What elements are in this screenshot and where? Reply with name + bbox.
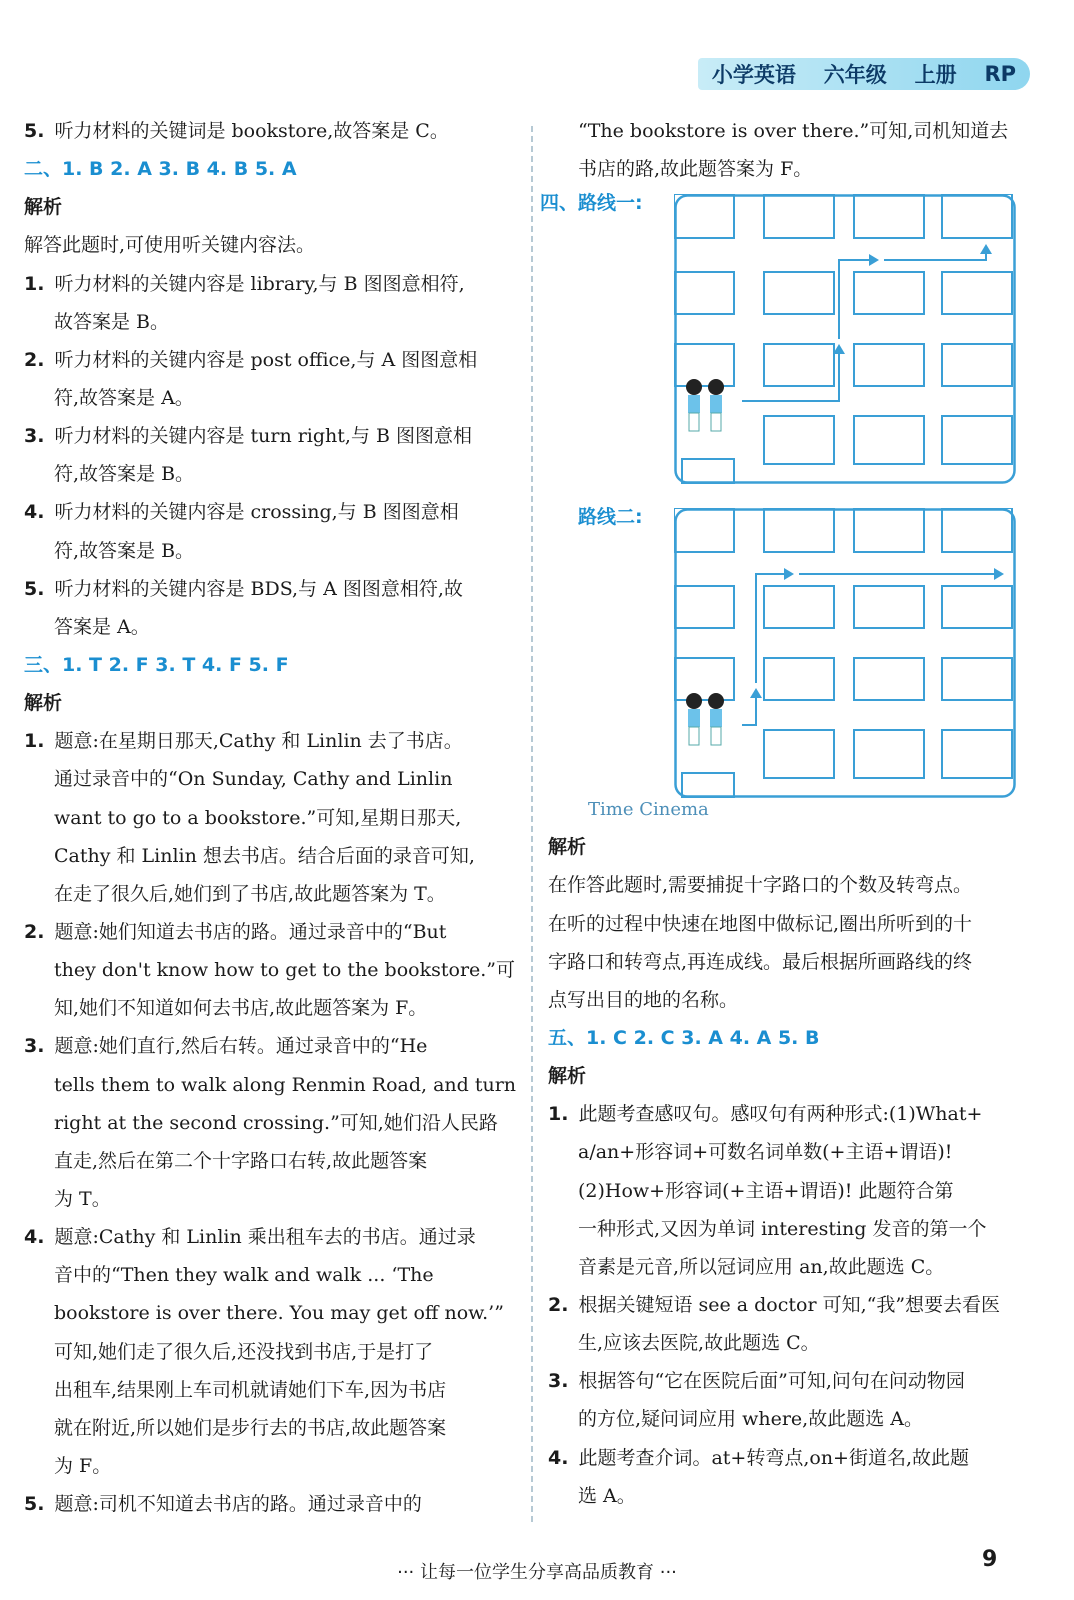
text-line <box>24 1409 516 1447</box>
line-text: (2)How+形容词(+主语+谓语)! 此题符合第 <box>578 1179 954 1202</box>
text-line <box>24 493 516 531</box>
answer-key: 三、1. T 2. F 3. T 4. F 5. F <box>24 653 289 676</box>
text-line <box>24 1180 516 1218</box>
item-number: 2. <box>24 920 45 943</box>
analysis-heading: 解析 <box>548 836 587 859</box>
child-body-icon <box>688 709 700 727</box>
text-line <box>548 1477 1036 1515</box>
text-line <box>548 1019 1036 1057</box>
child-head-icon <box>686 693 702 709</box>
child-body-icon <box>710 709 722 727</box>
cinema-label: Time Cinema <box>588 799 709 821</box>
text-line <box>24 265 516 303</box>
text-line <box>24 951 516 989</box>
line-text: 出租车,结果刚上车司机就请她们下车,因为书店 <box>54 1378 447 1401</box>
line-text: 听力材料的关键词是 bookstore,故答案是 C。 <box>54 120 449 142</box>
item-number: 3. <box>24 1035 45 1058</box>
route2-map <box>674 508 1016 798</box>
line-text: 题意:她们知道去书店的路。通过录音中的“But <box>54 920 447 943</box>
text-line <box>548 150 1036 188</box>
text-line <box>548 866 1036 904</box>
text-line <box>24 722 516 760</box>
item-number: 4. <box>24 501 45 524</box>
text-line <box>548 1057 1036 1095</box>
text-line <box>548 1400 1036 1438</box>
text-line <box>24 417 516 455</box>
line-text: 题意:她们直行,然后右转。通过录音中的“He <box>54 1035 428 1058</box>
item-number: 2. <box>24 348 45 371</box>
text-line <box>548 1248 1036 1286</box>
item-number: 3. <box>24 425 45 448</box>
line-text: 为 F。 <box>54 1454 112 1477</box>
line-text: 题意:在星期日那天,Cathy 和 Linlin 去了书店。 <box>54 730 463 753</box>
child-body-icon <box>688 395 700 413</box>
line-text: 为 T。 <box>54 1187 111 1210</box>
line-text: 听力材料的关键内容是 post office,与 A 图图意相 <box>54 348 478 371</box>
analysis-heading: 解析 <box>24 692 63 715</box>
line-text: 题意:司机不知道去书店的路。通过录音中的 <box>54 1493 422 1516</box>
footer-slogan: ··· 让每一位学生分享高品质教育 ··· <box>397 1562 677 1583</box>
text-line <box>24 1027 516 1065</box>
line-text: 此题考查介词。at+转弯点,on+街道名,故此题 <box>578 1446 970 1469</box>
text-line <box>548 1095 1036 1133</box>
text-line <box>24 341 516 379</box>
item-number: 1. <box>24 730 45 753</box>
right-column <box>540 112 1036 1515</box>
answer-key: 二、1. B 2. A 3. B 4. B 5. A <box>24 158 297 181</box>
text-line <box>24 226 516 264</box>
line-text: 在走了很久后,她们到了书店,故此题答案为 T。 <box>54 882 446 905</box>
line-text: 一种形式,又因为单词 interesting 发音的第一个 <box>578 1217 987 1240</box>
text-line <box>24 379 516 417</box>
line-text: 符,故答案是 B。 <box>54 463 195 486</box>
line-text: 的方位,疑问词应用 where,故此题选 A。 <box>578 1408 923 1431</box>
column-divider <box>531 126 533 1522</box>
text-line <box>24 837 516 875</box>
line-text: 听力材料的关键内容是 BDS,与 A 图图意相符,故 <box>54 577 463 600</box>
line-text: 听力材料的关键内容是 crossing,与 B 图图意相 <box>54 501 459 524</box>
line-text: 在听的过程中快速在地图中做标记,圈出所听到的十 <box>548 912 973 935</box>
text-line <box>548 905 1036 943</box>
child-head-icon <box>708 379 724 395</box>
line-text: 字路口和转弯点,再连成线。最后根据所画路线的终 <box>548 950 973 973</box>
header-edition: RP <box>984 62 1017 86</box>
item-number: 4. <box>548 1446 569 1469</box>
text-line <box>24 455 516 493</box>
text-line <box>548 1439 1036 1477</box>
item-number: 4. <box>24 1226 45 1249</box>
text-line <box>548 1210 1036 1248</box>
text-line <box>548 1286 1036 1324</box>
text-line <box>548 1362 1036 1400</box>
line-text: 点写出目的地的名称。 <box>548 988 739 1011</box>
line-text: 根据答句“它在医院后面”可知,问句在问动物园 <box>578 1370 965 1393</box>
text-line <box>24 1371 516 1409</box>
text-line <box>24 532 516 570</box>
route1-map <box>674 194 1016 484</box>
line-text: 解答此题时,可使用听关键内容法。 <box>24 234 316 257</box>
text-line <box>24 1447 516 1485</box>
text-line <box>24 1333 516 1371</box>
header-badge <box>698 58 1030 90</box>
text-line <box>24 1218 516 1256</box>
header-grade: 六年级 <box>823 63 887 87</box>
text-line <box>24 188 516 226</box>
line-text: 答案是 A。 <box>54 615 150 638</box>
route1-block <box>540 188 1036 502</box>
text-line <box>24 684 516 722</box>
line-text: 直走,然后在第二个十字路口右转,故此题答案 <box>54 1149 428 1172</box>
line-text: 根据关键短语 see a doctor 可知,“我”想要去看医 <box>578 1293 1001 1316</box>
item-number: 1. <box>548 1103 569 1126</box>
text-line <box>24 1142 516 1180</box>
route1-label: 四、路线一: <box>540 192 643 215</box>
text-line <box>548 943 1036 981</box>
text-line <box>548 1172 1036 1210</box>
child-legs-icon <box>689 413 699 431</box>
text-line <box>24 608 516 646</box>
text-line <box>24 799 516 837</box>
text-line <box>24 989 516 1027</box>
text-line <box>548 1133 1036 1171</box>
child-legs-icon <box>711 727 721 745</box>
child-legs-icon <box>689 727 699 745</box>
line-text: 在作答此题时,需要捕捉十字路口的个数及转弯点。 <box>548 874 973 897</box>
child-body-icon <box>710 395 722 413</box>
right-top-text <box>548 112 1036 188</box>
text-line <box>548 112 1036 150</box>
text-line <box>24 112 516 150</box>
line-text: 故答案是 B。 <box>54 310 170 333</box>
analysis-heading: 解析 <box>548 1065 587 1088</box>
header-volume: 上册 <box>914 63 957 87</box>
text-line <box>24 1485 516 1523</box>
analysis-heading: 解析 <box>24 196 63 219</box>
item-number: 2. <box>548 1293 569 1316</box>
line-text: 可知,她们走了很久后,还没找到书店,于是打了 <box>54 1340 434 1363</box>
header-subject: 小学英语 <box>711 63 796 87</box>
text-line <box>24 760 516 798</box>
item-number: 1. <box>24 272 45 295</box>
line-text: 就在附近,所以她们是步行去的书店,故此题答案 <box>54 1416 447 1439</box>
text-line <box>24 150 516 188</box>
text-line <box>548 981 1036 1019</box>
text-line <box>24 875 516 913</box>
line-text: bookstore is over there. You may get off now.’” <box>54 1302 504 1325</box>
line-text: 符,故答案是 A。 <box>54 386 194 409</box>
text-line <box>24 1066 516 1104</box>
answer-key: 五、1. C 2. C 3. A 4. A 5. B <box>548 1026 820 1049</box>
item-number: 5. <box>24 1493 45 1516</box>
text-line <box>24 913 516 951</box>
line-text: 音素是元音,所以冠词应用 an,故此题选 C。 <box>578 1255 945 1278</box>
line-text: 音中的“Then they walk and walk ... ‘The <box>54 1264 434 1287</box>
text-line <box>24 1104 516 1142</box>
line-text: want to go to a bookstore.”可知,星期日那天, <box>54 806 462 829</box>
item-number: 5. <box>24 577 45 600</box>
child-head-icon <box>708 693 724 709</box>
text-line <box>24 303 516 341</box>
line-text: 题意:Cathy 和 Linlin 乘出租车去的书店。通过录 <box>54 1226 476 1249</box>
line-text: 符,故答案是 B。 <box>54 539 195 562</box>
line-text: tells them to walk along Renmin Road, and turn <box>54 1073 517 1096</box>
line-text: 通过录音中的“On Sunday, Cathy and Linlin <box>54 768 453 791</box>
page-number: 9 <box>982 1547 998 1572</box>
line-text: right at the second crossing.”可知,她们沿人民路 <box>54 1111 498 1134</box>
text-line <box>24 570 516 608</box>
line-text: 选 A。 <box>578 1484 636 1507</box>
line-text: 生,应该去医院,故此题选 C。 <box>578 1332 820 1355</box>
text-line <box>548 828 1036 866</box>
child-head-icon <box>686 379 702 395</box>
text-line <box>24 1294 516 1332</box>
text-line <box>548 1324 1036 1362</box>
item-number: 5. <box>24 120 45 142</box>
line-text: 书店的路,故此题答案为 F。 <box>578 158 813 181</box>
line-text: 听力材料的关键内容是 library,与 B 图图意相符, <box>54 272 465 295</box>
item-number: 3. <box>548 1370 569 1393</box>
line-text: they don't know how to get to the bookstore.”可 <box>54 959 516 982</box>
child-legs-icon <box>711 413 721 431</box>
route2-block <box>548 502 1036 792</box>
line-text: a/an+形容词+可数名词单数(+主语+谓语)! <box>578 1141 953 1164</box>
text-line <box>24 646 516 684</box>
line-text: 听力材料的关键内容是 turn right,与 B 图图意相 <box>54 425 472 448</box>
right-text <box>548 828 1036 1515</box>
line-text: “The bookstore is over there.”可知,司机知道去 <box>578 120 1009 142</box>
line-text: 此题考查感叹句。感叹句有两种形式:(1)What+ <box>578 1103 983 1126</box>
route2-label: 路线二: <box>578 506 643 529</box>
left-column <box>24 112 516 1523</box>
line-text: Cathy 和 Linlin 想去书店。结合后面的录音可知, <box>54 844 475 867</box>
line-text: 知,她们不知道如何去书店,故此题答案为 F。 <box>54 997 428 1020</box>
text-line <box>24 1256 516 1294</box>
